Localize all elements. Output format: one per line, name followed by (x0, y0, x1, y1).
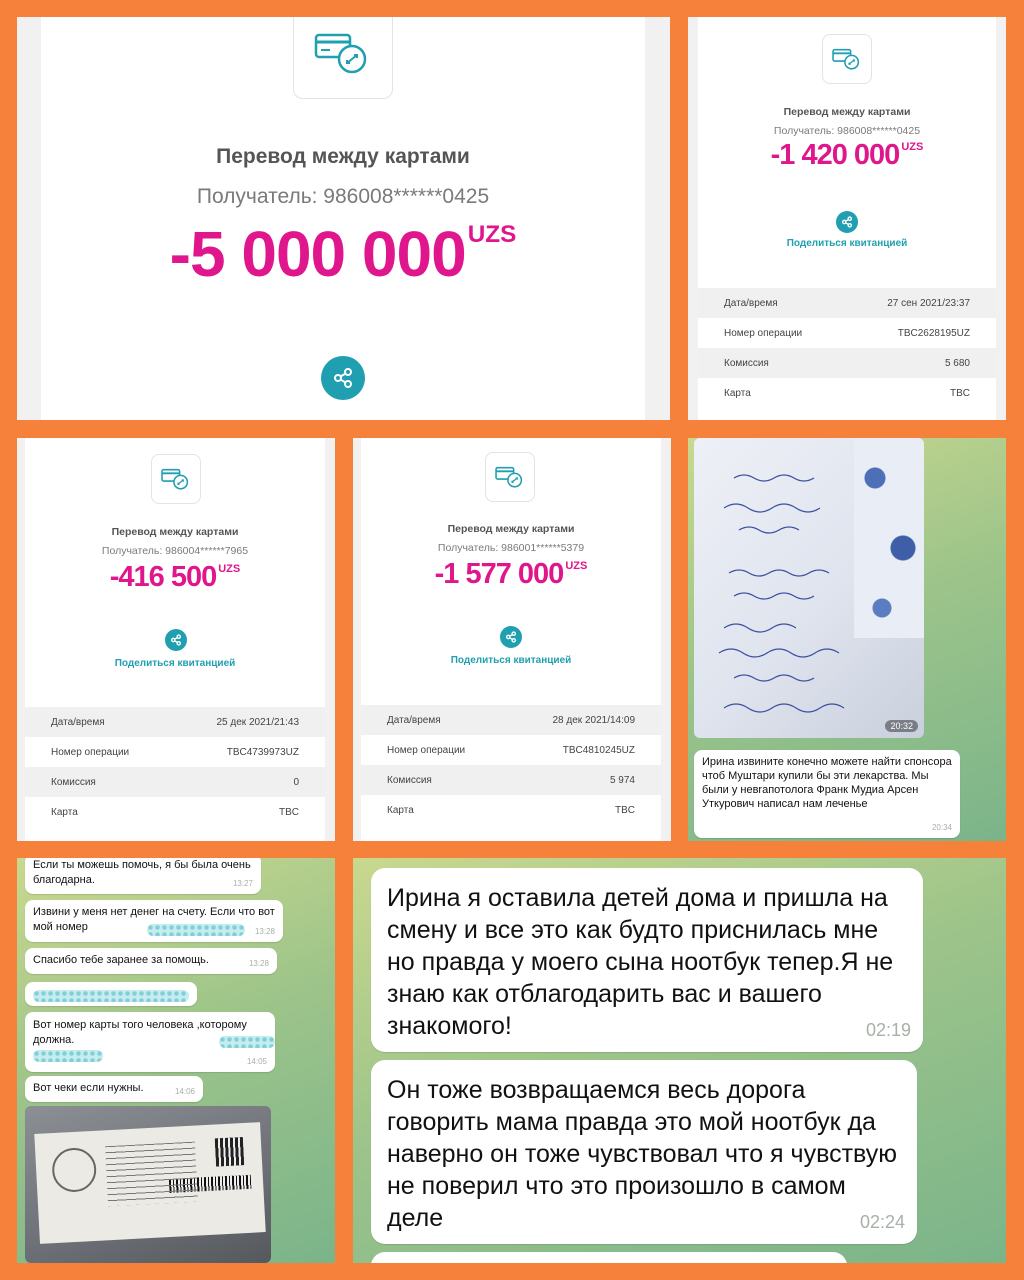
photo-time: 20:32 (885, 720, 918, 732)
prescription-photo[interactable] (694, 438, 924, 738)
message-text: Если ты можешь помочь, я бы была очень благодарна. (33, 859, 251, 886)
message-text: Вот чеки если нужны. (33, 1082, 144, 1094)
detail-value: 5 974 (609, 774, 635, 786)
chat-message (694, 750, 960, 838)
share-button[interactable] (836, 211, 858, 233)
message-text: Спасибо тебе заранее за помощь. (33, 954, 209, 966)
chat-message (25, 1012, 275, 1072)
message-time: 13:27 (232, 879, 253, 888)
print-lines (105, 1142, 198, 1207)
receipt-details (361, 705, 661, 825)
detail-value: TBC (950, 387, 970, 399)
big-chat-panel (353, 858, 1006, 1263)
currency-label: UZS (218, 562, 241, 575)
detail-label: Комиссия (51, 776, 96, 788)
chat-message (371, 868, 923, 1052)
card-transfer-icon (485, 452, 535, 502)
message-text: Извини у меня нет денег на счету. Если что вот мой номер (33, 906, 275, 933)
share-button[interactable] (321, 356, 365, 400)
receipt-recipient: Получатель: 986008******0425 (773, 125, 921, 137)
chat-message (25, 858, 261, 894)
emblem-icon (51, 1147, 97, 1193)
receipt-title: Перевод между картами (447, 523, 575, 535)
message-text: Он тоже возвращаемся весь дорога говорить мама правда это мой ноотбук да наверно он тоже чувствовал что я чувствую не поверил что это произошло в самом деле (387, 1076, 897, 1232)
photo-chat-panel (688, 438, 1006, 841)
message-time: 14:05 (246, 1057, 267, 1066)
receipt-details (698, 288, 996, 408)
detail-label: Комиссия (387, 774, 432, 786)
detail-row-card (25, 797, 325, 827)
small-chat-panel (17, 858, 335, 1263)
currency-label: UZS (467, 220, 517, 248)
receipt-panel-2 (688, 17, 1006, 420)
receipt-amount (25, 561, 325, 594)
detail-value: 28 дек 2021/14:09 (552, 714, 635, 726)
paper-receipt (34, 1122, 265, 1244)
detail-row-commission (25, 767, 325, 797)
receipt-amount (41, 217, 645, 291)
message-time: 13:28 (248, 959, 269, 968)
currency-label: UZS (565, 559, 588, 572)
detail-value: TBC (279, 806, 299, 818)
redacted-card-number (33, 1050, 103, 1062)
share-button[interactable] (165, 629, 187, 651)
currency-label: UZS (901, 140, 924, 153)
message-time: 20:34 (931, 823, 952, 832)
message-text: Ирина извините конечно можете найти спонсора чтоб Муштари купили бы эти лекарства. Мы были у невrапотолога Франк Мудиа Арсен Уткурович написал нам леченье (702, 756, 952, 810)
handwritten-notes (694, 438, 924, 738)
next-message-edge (371, 1252, 847, 1263)
share-receipt-link[interactable]: Поделиться квитанцией (786, 238, 908, 249)
detail-value: TBC2628195UZ (897, 327, 970, 339)
receipt-amount (361, 558, 661, 591)
receipt-card (41, 17, 645, 420)
detail-label: Дата/время (724, 297, 778, 309)
receipt-card (361, 438, 661, 841)
chat-message (25, 900, 283, 942)
amount-value: -5 000 000 (169, 218, 466, 290)
redacted-message (25, 982, 197, 1006)
detail-label: Дата/время (387, 714, 441, 726)
share-button[interactable] (500, 626, 522, 648)
amount-value: -1 577 000 (434, 558, 564, 590)
qr-code-icon (215, 1137, 244, 1166)
receipt-panel-3 (17, 438, 335, 841)
detail-value: TBC (615, 804, 635, 816)
redacted-phone (147, 924, 245, 936)
receipt-recipient: Получатель: 986004******7965 (101, 545, 249, 557)
message-time: 02:19 (865, 1020, 911, 1040)
message-text: Ирина я оставила детей дома и пришла на смену и все это как будто приснилась мне но правда у моего сына ноотбук тепер.Я не знаю как отблагодарить вас и вашего знакомого! (387, 884, 894, 1040)
detail-label: Номер операции (387, 744, 466, 756)
detail-value: TBC4810245UZ (562, 744, 635, 756)
receipt-card (25, 438, 325, 841)
detail-row-operation (361, 735, 661, 765)
share-icon (170, 634, 182, 646)
receipt-title: Перевод между картами (216, 145, 470, 168)
detail-label: Номер операции (724, 327, 803, 339)
detail-row-operation (698, 318, 996, 348)
share-receipt-link[interactable]: Поделиться квитанцией (114, 658, 236, 669)
share-icon (505, 631, 517, 643)
receipt-details (25, 707, 325, 827)
detail-value: 0 (293, 776, 299, 788)
detail-value: 25 дек 2021/21:43 (216, 716, 299, 728)
receipt-photo[interactable] (25, 1106, 271, 1263)
chat-message (371, 1060, 917, 1244)
card-transfer-icon (151, 454, 201, 504)
card-transfer-icon (822, 34, 872, 84)
redacted-text (33, 990, 189, 1002)
message-time: 02:24 (859, 1212, 905, 1232)
detail-value: 27 сен 2021/23:37 (887, 297, 970, 309)
detail-label: Карта (387, 804, 414, 816)
chat-message (25, 948, 277, 974)
share-icon (332, 367, 354, 389)
detail-label: Комиссия (724, 357, 769, 369)
detail-row-card (361, 795, 661, 825)
detail-label: Карта (51, 806, 78, 818)
detail-value: 5 680 (944, 357, 970, 369)
share-icon (841, 216, 853, 228)
detail-label: Карта (724, 387, 751, 399)
receipt-recipient: Получатель: 986001******5379 (437, 542, 585, 554)
message-time: 13:28 (254, 927, 275, 936)
message-time: 14:06 (174, 1087, 195, 1096)
detail-label: Номер операции (51, 746, 130, 758)
detail-row-datetime (25, 707, 325, 737)
detail-row-card (698, 378, 996, 408)
detail-row-datetime (361, 705, 661, 735)
receipt-title: Перевод между картами (783, 106, 911, 118)
message-text: Вот номер карты того человека ,которому должна. (33, 1019, 247, 1046)
receipt-panel-4 (353, 438, 671, 841)
receipt-card (698, 17, 996, 420)
receipt-recipient: Получатель: 986008******0425 (196, 185, 490, 208)
redacted-card-number-2 (219, 1036, 275, 1048)
receipt-title: Перевод между картами (111, 526, 239, 538)
amount-value: -416 500 (109, 561, 217, 593)
amount-value: -1 420 000 (770, 139, 900, 171)
detail-label: Дата/время (51, 716, 105, 728)
detail-value: TBC4739973UZ (226, 746, 299, 758)
chat-message (25, 1076, 203, 1102)
card-transfer-icon (293, 17, 393, 99)
receipt-amount (698, 139, 996, 172)
detail-row-datetime (698, 288, 996, 318)
receipt-panel-large (17, 17, 670, 420)
detail-row-commission (698, 348, 996, 378)
detail-row-operation (25, 737, 325, 767)
detail-row-commission (361, 765, 661, 795)
share-receipt-link[interactable]: Поделиться квитанцией (450, 655, 572, 666)
